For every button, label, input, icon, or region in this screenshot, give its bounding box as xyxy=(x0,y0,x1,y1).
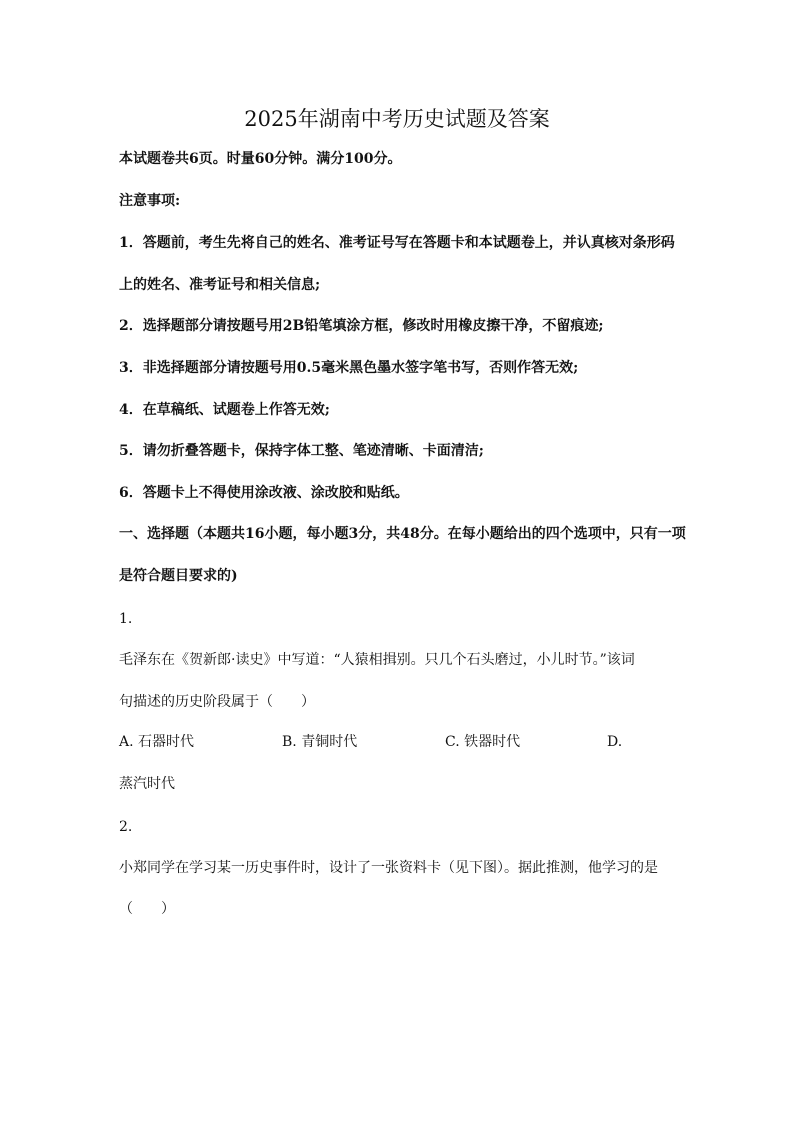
question-1-option-a: A. 石器时代 xyxy=(119,734,195,750)
page-title: 2025年湖南中考历史试题及答案 xyxy=(244,107,550,131)
question-1-stem: 毛泽东在《贺新郎·读史》中写道：“人猿相揖别。只几个石头磨过，小儿时节。”该词 xyxy=(119,652,635,668)
exam-intro: 本试题卷共6页。时量60分钟。满分100分。 xyxy=(119,151,402,167)
notice-item-3: 3．非选择题部分请按题号用0.5毫米黑色墨水签字笔书写，否则作答无效; xyxy=(119,360,579,376)
question-1-option-d-text: 蒸汽时代 xyxy=(119,776,175,792)
question-1-option-b: B. 青铜时代 xyxy=(282,734,358,750)
question-2-stem: 小郑同学在学习某一历史事件时，设计了一张资料卡（见下图）。据此推测，他学习的是 xyxy=(119,860,658,876)
notice-item-5: 5．请勿折叠答题卡，保持字体工整、笔迹清晰、卡面清洁; xyxy=(119,443,484,459)
notice-item-1: 1．答题前，考生先将自己的姓名、准考证号写在答题卡和本试题卷上，并认真核对条形码 xyxy=(119,235,675,251)
section-heading-cont: 是符合题目要求的) xyxy=(119,568,238,584)
notice-heading: 注意事项: xyxy=(119,193,181,209)
notice-item-2: 2．选择题部分请按题号用2B铅笔填涂方框，修改时用橡皮擦干净，不留痕迹; xyxy=(119,318,604,334)
question-1-stem-cont: 句描述的历史阶段属于（ ） xyxy=(119,694,315,710)
question-2-stem-cont: （ ） xyxy=(119,901,175,917)
question-1-option-c: C. 铁器时代 xyxy=(445,734,521,750)
notice-item-6: 6．答题卡上不得使用涂改液、涂改胶和贴纸。 xyxy=(119,485,409,501)
section-heading: 一、选择题（本题共16小题，每小题3分，共48分。在每小题给出的四个选项中，只有一项 xyxy=(119,526,686,542)
notice-item-4: 4．在草稿纸、试题卷上作答无效; xyxy=(119,402,330,418)
notice-item-1-cont: 上的姓名、准考证号和相关信息; xyxy=(119,277,321,293)
question-number-1: 1. xyxy=(119,611,133,627)
question-1-option-d: D. xyxy=(607,734,623,750)
question-number-2: 2. xyxy=(119,819,133,835)
